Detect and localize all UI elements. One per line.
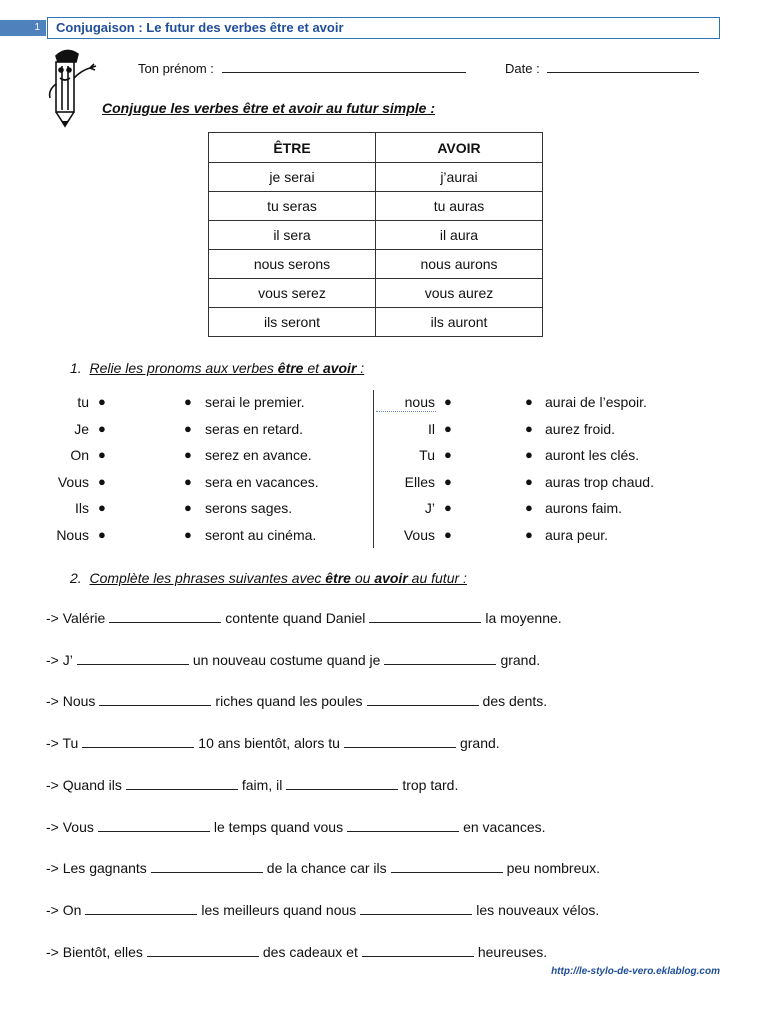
exercise1-title [70,360,364,376]
right-pronoun: Il [428,420,435,437]
exercise2-text-end: au futur : [407,570,467,586]
blank-field[interactable] [369,610,481,623]
first-name-line[interactable] [222,60,466,73]
pencil-mascot-icon [42,44,98,130]
sentence-row [46,819,546,835]
right-pronoun: Elles [404,473,435,490]
left-pronoun: tu [77,394,89,410]
left-verb: serai le premier. [205,394,305,410]
left-verb-dot[interactable]: ● [184,394,192,409]
left-pronoun: Ils [75,500,89,516]
left-verb: sera en vacances. [205,473,319,490]
right-pronoun: Tu [419,447,435,463]
sentence-part: les meilleurs quand nous [201,901,357,918]
blank-field[interactable] [99,693,211,706]
sentence-part: des cadeaux et [262,943,358,960]
left-pronoun-dot[interactable]: ● [98,420,106,436]
page-title: Conjugaison : Le futur des verbes être et avoir [47,17,720,39]
conjugation-table [208,132,543,337]
sentence-part: -> Vous [46,818,94,835]
sentence-row [46,610,562,626]
left-verb-dot[interactable]: ● [184,447,192,462]
exercise2-ou: ou [350,570,375,586]
blank-field[interactable] [126,777,238,790]
left-pronoun-dot[interactable]: ● [98,473,106,489]
sentence-row [46,693,547,709]
blank-field[interactable] [360,902,472,915]
left-pronoun-dot[interactable]: ● [98,394,106,409]
right-pronoun-dot[interactable]: ● [444,420,452,436]
blank-field[interactable] [384,652,496,665]
table-cell: j’aurai [376,163,543,192]
blank-field[interactable] [77,652,189,665]
right-verb-dot[interactable]: ● [525,447,533,462]
blank-field[interactable] [344,735,456,748]
left-verb: seras en retard. [205,420,304,437]
table-cell: il sera [209,221,376,250]
table-cell: ils seront [209,308,376,337]
date-line[interactable] [547,60,699,73]
first-name-label: Ton prénom : [138,61,214,76]
sentence-part: des dents. [482,693,548,710]
sentence-part: peu nombreux. [506,860,601,877]
left-verb-dot[interactable]: ● [184,526,192,542]
right-verb-dot[interactable]: ● [525,500,533,515]
exercise2-etre: être [325,570,351,586]
right-pronoun-dot[interactable]: ● [444,447,452,462]
sentence-row [46,860,600,876]
right-verb-dot[interactable]: ● [525,420,533,436]
left-pronoun: Vous [57,473,89,490]
sentence-part: la moyenne. [485,610,562,626]
table-cell: tu auras [376,192,543,221]
left-pronoun: On [70,447,89,463]
dotted-mark [376,411,436,412]
sentence-part: -> Bientôt, elles [46,943,143,960]
exercise1-colon: : [356,360,365,376]
sentence-part: -> Les gagnants [46,860,147,877]
sentence-part: -> Tu [46,735,79,752]
blank-field[interactable] [362,944,474,957]
sentence-row [46,777,458,793]
sentence-row [46,735,500,751]
right-verb: aurez froid. [545,420,616,437]
exercise1-avoir: avoir [322,360,357,376]
blank-field[interactable] [109,610,221,623]
sentence-part: -> On [46,901,82,918]
exercise1-text: Relie les pronoms aux verbes [89,360,278,376]
right-pronoun-dot[interactable]: ● [444,526,452,542]
sentence-row [46,944,547,960]
header-etre: ÊTRE [209,133,376,163]
footer-link[interactable]: http://le-stylo-de-vero.eklablog.com [551,966,720,977]
left-verb-dot[interactable]: ● [184,473,192,489]
sentence-part: grand. [500,651,541,668]
exercise2-text: Complète les phrases suivantes avec [89,570,326,586]
blank-field[interactable] [85,902,197,915]
left-pronoun: Je [74,420,89,437]
sentence-part: contente quand Daniel [225,610,366,626]
right-verb: aura peur. [545,526,609,543]
date-field[interactable] [505,60,699,76]
sentence-part: faim, il [241,776,283,793]
blank-field[interactable] [147,944,259,957]
page-number: 1 [0,20,46,36]
exercise1-instruction [89,360,364,376]
column-divider [373,390,374,548]
table-cell: vous serez [209,279,376,308]
right-verb-dot[interactable]: ● [525,526,533,542]
left-verb: serons sages. [205,500,293,516]
right-verb-dot[interactable]: ● [525,473,533,489]
sentence-part: de la chance car ils [266,860,387,877]
right-verb-dot[interactable]: ● [525,394,533,409]
table-instruction: Conjugue les verbes être et avoir au futur simple : [102,100,435,116]
first-name-field[interactable] [138,60,466,76]
sentence-row [46,652,540,668]
table-cell: il aura [376,221,543,250]
right-pronoun-dot[interactable]: ● [444,473,452,489]
date-label: Date : [505,61,540,76]
table-cell: ils auront [376,308,543,337]
right-pronoun-dot[interactable]: ● [444,394,452,409]
exercise1-number: 1. [70,360,82,376]
left-pronoun-dot[interactable]: ● [98,447,106,462]
right-verb: aurai de l’espoir. [545,394,647,410]
table-cell: vous aurez [376,279,543,308]
table-cell: je serai [209,163,376,192]
left-pronoun: Nous [56,526,89,543]
sentence-part: riches quand les poules [215,693,363,710]
table-cell: nous serons [209,250,376,279]
sentence-part: un nouveau costume quand je [192,651,381,668]
sentence-part: 10 ans bientôt, alors tu [198,735,340,752]
table-cell: nous aurons [376,250,543,279]
sentence-part: le temps quand vous [213,818,344,835]
exercise1-etre: être [277,360,304,376]
exercise2-instruction [89,570,466,586]
right-verb: auras trop chaud. [545,473,654,490]
blank-field[interactable] [367,693,479,706]
sentence-part: -> J’ [46,651,73,668]
left-verb-dot[interactable]: ● [184,420,192,436]
blank-field[interactable] [286,777,398,790]
sentence-part: trop tard. [402,776,459,793]
sentence-part: -> Quand ils [46,776,122,793]
left-verb: serez en avance. [205,447,312,463]
exercise2-avoir: avoir [374,570,408,586]
blank-field[interactable] [151,860,263,873]
sentence-part: en vacances. [463,818,546,835]
right-verb: aurons faim. [545,500,623,516]
right-pronoun-dot[interactable]: ● [444,500,452,515]
header-avoir: AVOIR [376,133,543,163]
sentence-part: grand. [459,735,500,752]
table-cell: tu seras [209,192,376,221]
right-pronoun: J’ [424,500,435,516]
blank-field[interactable] [98,819,210,832]
exercise1-et: et [303,360,323,376]
right-pronoun: nous [404,394,435,410]
exercise2-number: 2. [70,570,82,586]
blank-field[interactable] [82,735,194,748]
left-verb-dot[interactable]: ● [184,500,192,515]
left-pronoun-dot[interactable]: ● [98,500,106,515]
left-verb: seront au cinéma. [205,526,317,543]
right-pronoun: Vous [403,526,435,543]
sentence-part: heureuses. [477,943,548,960]
sentence-part: -> Valérie [46,610,106,626]
exercise2-title [70,570,467,586]
blank-field[interactable] [347,819,459,832]
right-verb: auront les clés. [545,447,640,463]
sentence-part: les nouveaux vélos. [476,901,600,918]
blank-field[interactable] [391,860,503,873]
sentence-part: -> Nous [46,693,96,710]
left-pronoun-dot[interactable]: ● [98,526,106,542]
sentence-row [46,902,599,918]
